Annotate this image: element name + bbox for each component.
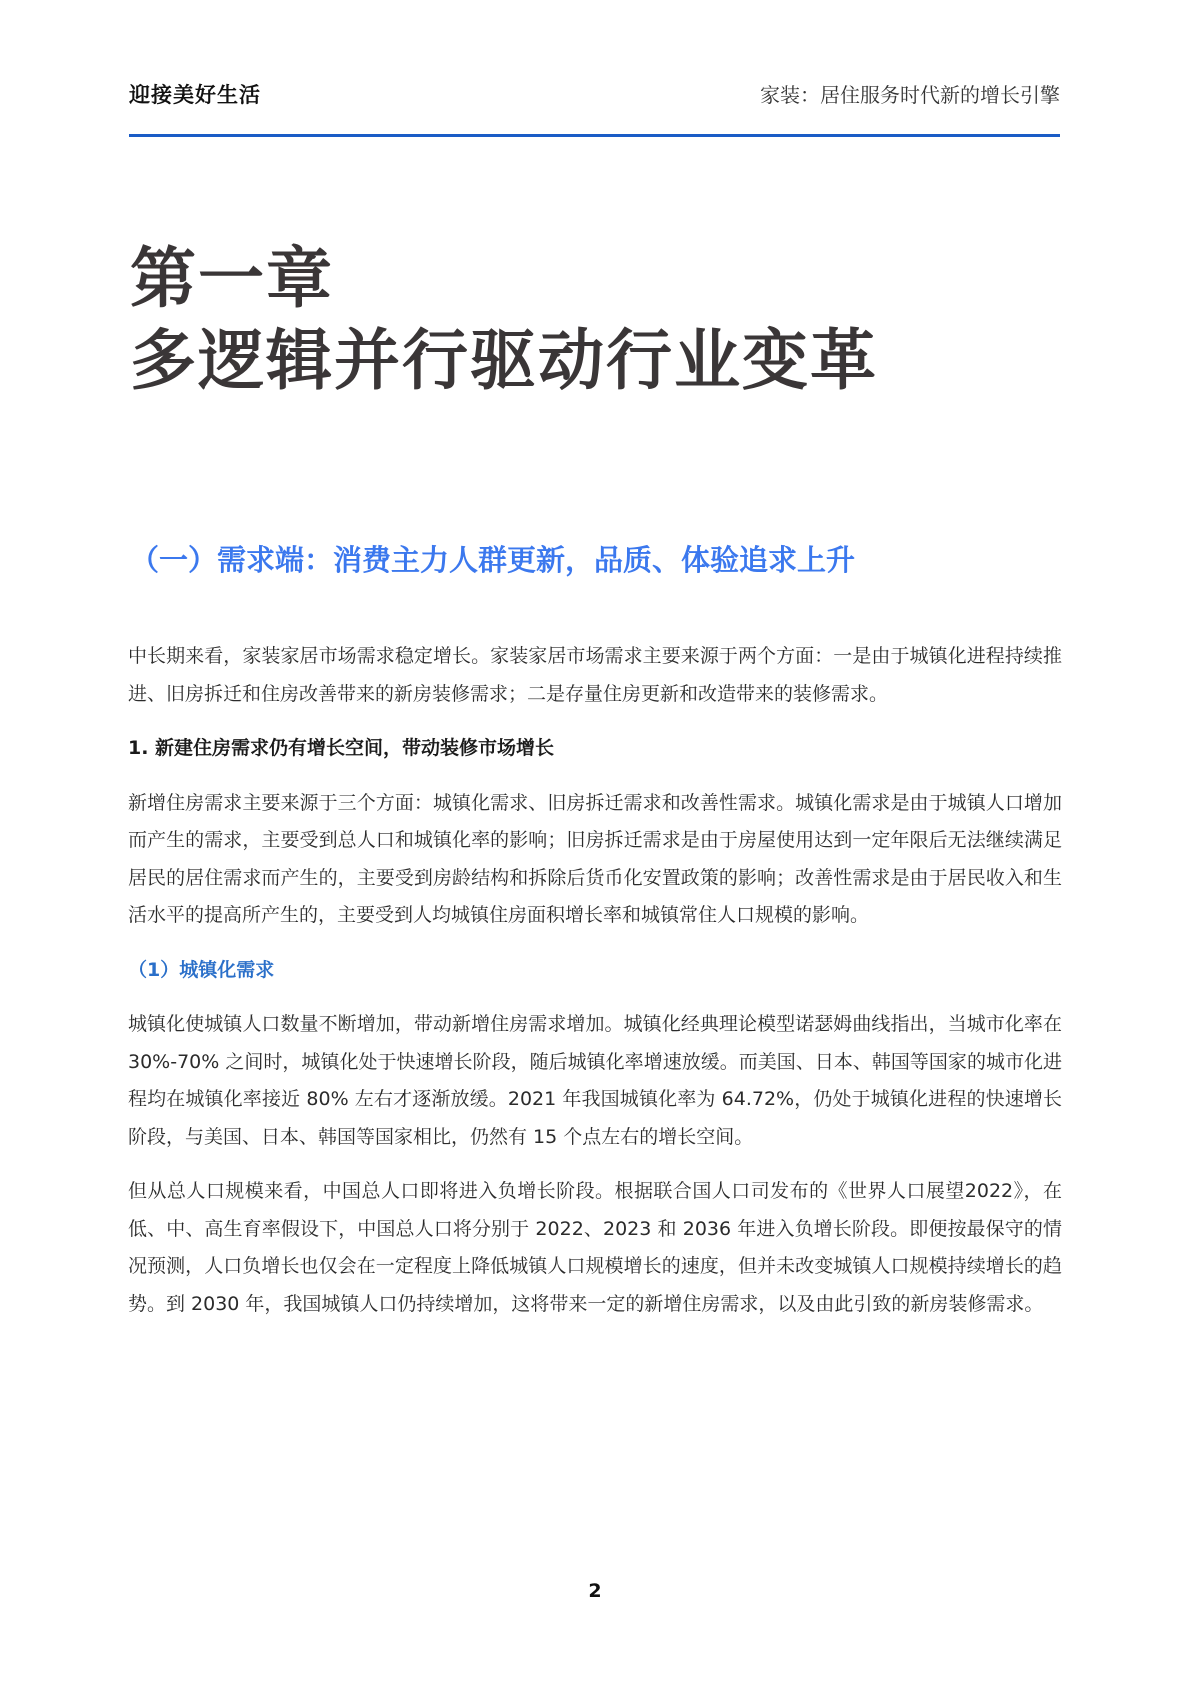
subsection-heading: 1. 新建住房需求仍有增长空间，带动装修市场增长 bbox=[128, 737, 555, 759]
document-title: 家装：居住服务时代新的增长引擎 bbox=[760, 83, 1060, 107]
page-header bbox=[129, 80, 1060, 110]
chapter-title bbox=[130, 238, 878, 402]
paragraph: 中长期来看，家装家居市场需求稳定增长。家装家居市场需求主要来源于两个方面：一是由于城镇化进程持续推进、旧房拆迁和住房改善带来的新房装修需求；二是存量住房更新和改造带来的装修需求。 bbox=[128, 645, 1062, 705]
sub-subsection-heading: （1）城镇化需求 bbox=[128, 958, 275, 981]
paragraph: 城镇化使城镇人口数量不断增加，带动新增住房需求增加。城镇化经典理论模型诺瑟姆曲线指出，当城市化率在 30%-70% 之间时，城镇化处于快速增长阶段，随后城镇化率增速放缓。而美国、日本、韩国等国家的城市化进程均在城镇化率接近 80% 左右才逐渐放缓。2021 年我国城镇化率为 64.72%，仍处于城镇化进程的快速增长阶段，与美国、日本、韩国等国家相比，仍然有 15 个点左右的增长空间。 bbox=[128, 1013, 1062, 1148]
paragraph: 但从总人口规模来看，中国总人口即将进入负增长阶段。根据联合国人口司发布的《世界人口展望2022》，在低、中、高生育率假设下，中国总人口将分别于 2022、2023 和 2036 年进入负增长阶段。即便按最保守的情况预测，人口负增长也仅会在一定程度上降低城镇人口规模增长的速度，但并未改变城镇人口规模持续增长的趋势。到 2030 年，我国城镇人口仍持续增加，这将带来一定的新增住房需求，以及由此引致的新房装修需求。 bbox=[128, 1180, 1062, 1315]
brand-title: 迎接美好生活 bbox=[129, 83, 261, 107]
body-content bbox=[128, 638, 1062, 1340]
chapter-name: 多逻辑并行驱动行业变革 bbox=[130, 322, 878, 399]
header-divider bbox=[129, 134, 1060, 137]
chapter-number: 第一章 bbox=[130, 240, 334, 317]
page-number: 2 bbox=[588, 1580, 602, 1602]
paragraph: 新增住房需求主要来源于三个方面：城镇化需求、旧房拆迁需求和改善性需求。城镇化需求是由于城镇人口增加而产生的需求，主要受到总人口和城镇化率的影响；旧房拆迁需求是由于房屋使用达到一定年限后无法继续满足居民的居住需求而产生的，主要受到房龄结构和拆除后货币化安置政策的影响；改善性需求是由于居民收入和生活水平的提高所产生的，主要受到人均城镇住房面积增长率和城镇常住人口规模的影响。 bbox=[128, 791, 1062, 926]
section-heading: （一）需求端：消费主力人群更新，品质、体验追求上升 bbox=[130, 543, 856, 577]
